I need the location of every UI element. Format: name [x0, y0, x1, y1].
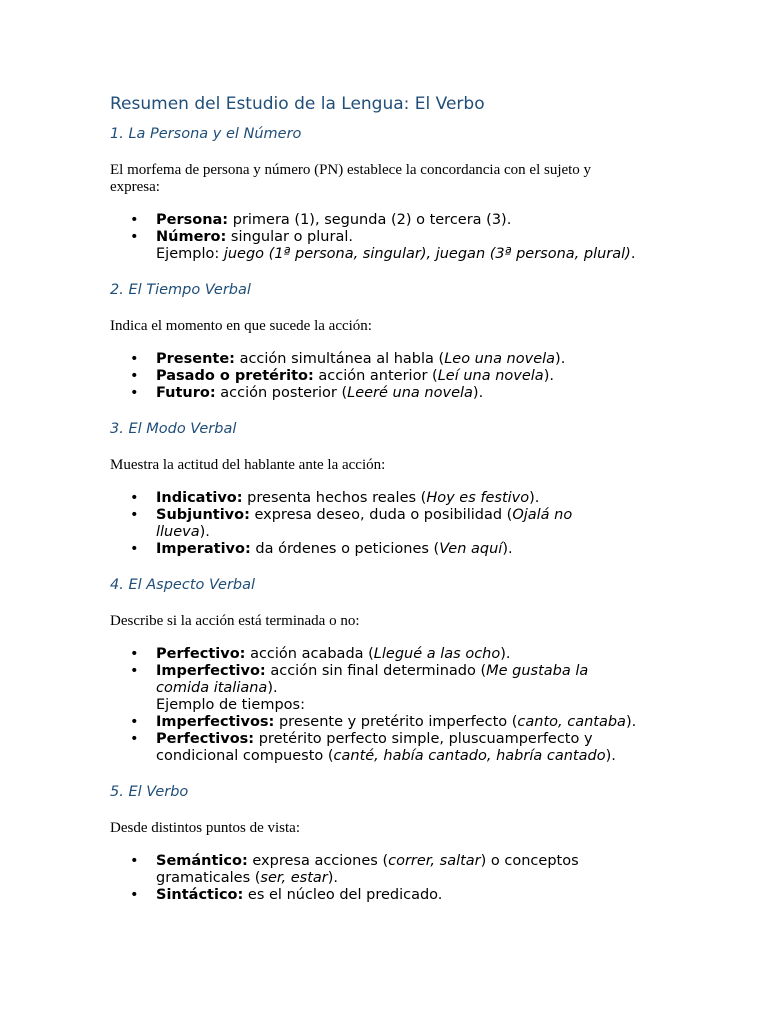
- section-intro-persona: El morfema de persona y número (PN) establece la concordancia con el sujeto y expresa:: [110, 162, 592, 195]
- bullet-icon: •: [130, 731, 139, 747]
- bullet-icon: •: [130, 490, 139, 506]
- example-text: juego (1ª persona, singular), juegan (3ª persona, plural): [223, 246, 631, 262]
- list-item: • Subjuntivo: expresa deseo, duda o posibilidad (Ojalá no llueva).: [130, 507, 573, 540]
- section-intro-tiempo: Indica el momento en que sucede la acción:: [110, 318, 372, 334]
- section-heading-modo: 3. El Modo Verbal: [110, 421, 237, 437]
- bullet-list-tiempo: [110, 351, 650, 402]
- list-item: • Futuro: acción posterior (Leeré una novela).: [130, 385, 484, 401]
- bullet-list-aspecto: [110, 646, 650, 765]
- section-intro-verbo: Desde distintos puntos de vista:: [110, 820, 300, 836]
- document-title: Resumen del Estudio de la Lengua: El Verbo: [110, 94, 485, 114]
- list-item: • Sintáctico: es el núcleo del predicado.: [130, 887, 443, 903]
- list-item: • Imperfectivo: acción sin final determinado (Me gustaba la comida italiana). Ejemplo de tiempos:: [130, 663, 589, 713]
- example-label: Ejemplo de tiempos:: [156, 697, 305, 713]
- bullet-icon: •: [130, 212, 139, 228]
- section-intro-modo: Muestra la actitud del hablante ante la acción:: [110, 457, 386, 473]
- bullet-icon: •: [130, 887, 139, 903]
- bullet-icon: •: [130, 663, 139, 679]
- bullet-list-persona: [110, 212, 650, 263]
- bullet-icon: •: [130, 351, 139, 367]
- example-label: Ejemplo:: [156, 246, 224, 262]
- list-item: • Semántico: expresa acciones (correr, saltar) o conceptos gramaticales (ser, estar).: [130, 853, 579, 886]
- bullet-list-modo: [110, 490, 650, 558]
- bullet-icon: •: [130, 714, 139, 730]
- bullet-icon: •: [130, 229, 139, 245]
- list-item: • Perfectivos: pretérito perfecto simple, pluscuamperfecto y condicional compuesto (canté, había cantado, habría cantado).: [130, 731, 616, 764]
- list-item: • Número: singular o plural. Ejemplo: juego (1ª persona, singular), juegan (3ª persona, plural).: [130, 229, 636, 262]
- bullet-icon: •: [130, 646, 139, 662]
- section-heading-persona: 1. La Persona y el Número: [110, 126, 302, 142]
- section-intro-aspecto: Describe si la acción está terminada o no:: [110, 613, 360, 629]
- bullet-icon: •: [130, 507, 139, 523]
- document-page: [110, 92, 650, 904]
- list-item: • Perfectivo: acción acabada (Llegué a las ocho).: [130, 646, 511, 662]
- section-heading-tiempo: 2. El Tiempo Verbal: [110, 282, 251, 298]
- section-heading-aspecto: 4. El Aspecto Verbal: [110, 577, 256, 593]
- list-item: • Pasado o pretérito: acción anterior (Leí una novela).: [130, 368, 554, 384]
- list-item: • Presente: acción simultánea al habla (Leo una novela).: [130, 351, 566, 367]
- list-item: • Persona: primera (1), segunda (2) o tercera (3).: [130, 212, 512, 228]
- bullet-icon: •: [130, 853, 139, 869]
- list-item: • Imperfectivos: presente y pretérito imperfecto (canto, cantaba).: [130, 714, 637, 730]
- bullet-list-verbo: [110, 853, 650, 904]
- section-heading-verbo: 5. El Verbo: [110, 784, 189, 800]
- list-item: • Indicativo: presenta hechos reales (Hoy es festivo).: [130, 490, 540, 506]
- bullet-icon: •: [130, 385, 139, 401]
- list-item: • Imperativo: da órdenes o peticiones (Ven aquí).: [130, 541, 513, 557]
- bullet-icon: •: [130, 368, 139, 384]
- bullet-icon: •: [130, 541, 139, 557]
